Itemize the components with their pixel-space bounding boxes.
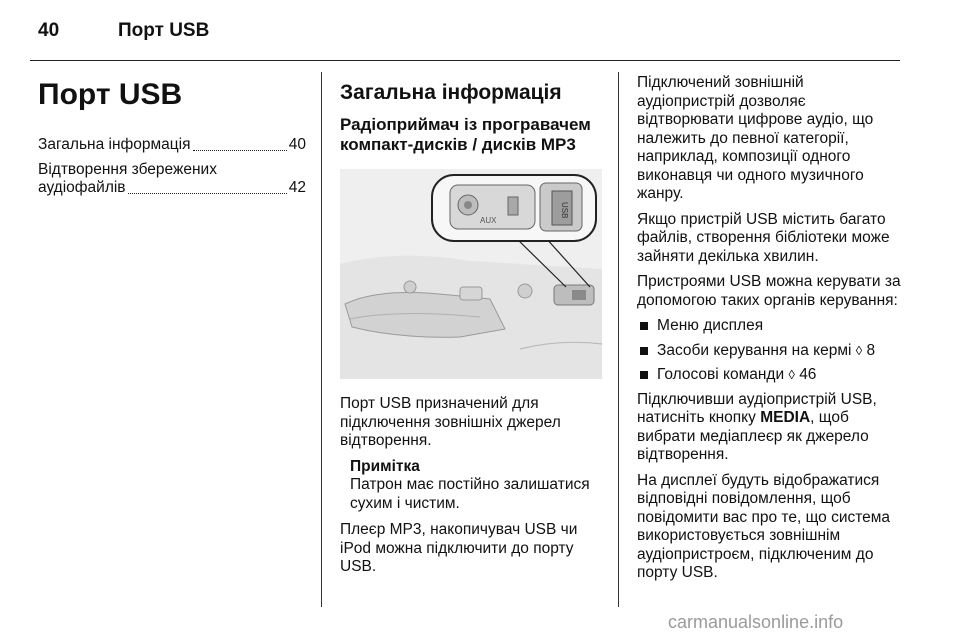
bullet-square-icon bbox=[640, 322, 648, 330]
page-number: 40 bbox=[38, 20, 60, 41]
usb-port-drawing bbox=[340, 169, 602, 379]
page-ref-icon: ◊ bbox=[855, 342, 863, 358]
paragraph: Пристроями USB можна керувати за допомогою таких органів керування: bbox=[637, 273, 901, 309]
paragraph: Порт USB призначений для підключення зовнішніх джерел відтворення. bbox=[340, 395, 561, 449]
subsection-title: Радіоприймач із програвачем компакт-дисків / дисків MP3 bbox=[340, 115, 591, 154]
header-rule bbox=[30, 60, 900, 61]
bullet-item bbox=[637, 317, 905, 336]
section-title: Загальна інформація bbox=[340, 81, 562, 104]
toc-dots bbox=[193, 150, 287, 151]
paragraph: Підключений зовнішній аудіопристрій дозволяє відтворювати цифрове аудіо, що належить до певної категорії, наприклад, композиції одного виконавця чи одного музичного жанру. bbox=[637, 74, 874, 202]
toc-dots bbox=[128, 193, 287, 194]
toc-label: Загальна інформація bbox=[38, 136, 191, 153]
paragraph: Плеєр MP3, накопичувач USB чи iPod можна підключити до порту USB. bbox=[340, 521, 578, 575]
bullet-square-icon bbox=[640, 371, 648, 379]
toc-entry[interactable] bbox=[38, 136, 306, 155]
toc-entry[interactable] bbox=[38, 161, 306, 198]
paragraph: На дисплеї будуть відображатися відповідні повідомлення, щоб повідомити вас про те, що система використовується зовнішнім аудіопристроєм, підключеним до порту USB. bbox=[637, 471, 891, 581]
usb-port-illustration bbox=[340, 169, 602, 379]
right-column bbox=[637, 74, 905, 590]
page-ref-icon: ◊ bbox=[788, 367, 795, 382]
toc-page: 42 bbox=[288, 179, 306, 196]
bullet-item bbox=[637, 366, 905, 385]
aux-label: AUX bbox=[480, 216, 497, 225]
bullet-item bbox=[637, 342, 905, 361]
watermark: carmanualsonline.info bbox=[668, 612, 844, 632]
page-ref[interactable]: 46 bbox=[799, 366, 817, 383]
left-column bbox=[38, 74, 306, 204]
column-divider-2 bbox=[618, 72, 619, 607]
note-box bbox=[350, 458, 608, 514]
page-ref[interactable]: 8 bbox=[866, 341, 876, 359]
toc-label-line: Відтворення збережених bbox=[38, 160, 217, 178]
paragraph-text: Підключивши аудіопристрій USB, натисніть кнопку bbox=[637, 390, 877, 426]
note-text: Патрон має постійно залишатися сухим і чистим. bbox=[350, 476, 590, 512]
paragraph bbox=[637, 391, 905, 465]
paragraph-text: , щоб вибрати медіаплеєр як джерело відтворення. bbox=[637, 409, 869, 463]
toc-page: 40 bbox=[288, 136, 306, 153]
toc-label-line: аудіофайлів bbox=[38, 179, 126, 196]
chapter-title: Порт USB bbox=[38, 78, 183, 111]
bullet-text: Засоби керування на кермі bbox=[657, 341, 852, 359]
column-divider-1 bbox=[321, 72, 322, 607]
paragraph: Якщо пристрій USB містить багато файлів, створення бібліотеки може зайняти декілька хвилин. bbox=[637, 210, 890, 265]
bullet-text: Меню дисплея bbox=[657, 317, 764, 334]
bullet-square-icon bbox=[640, 347, 648, 355]
running-header: Порт USB bbox=[118, 20, 210, 41]
usb-label: USB bbox=[560, 202, 569, 219]
note-title: Примітка bbox=[350, 457, 420, 475]
media-button-label: MEDIA bbox=[760, 409, 811, 426]
middle-column bbox=[340, 74, 608, 584]
bullet-text: Голосові команди bbox=[657, 366, 785, 383]
